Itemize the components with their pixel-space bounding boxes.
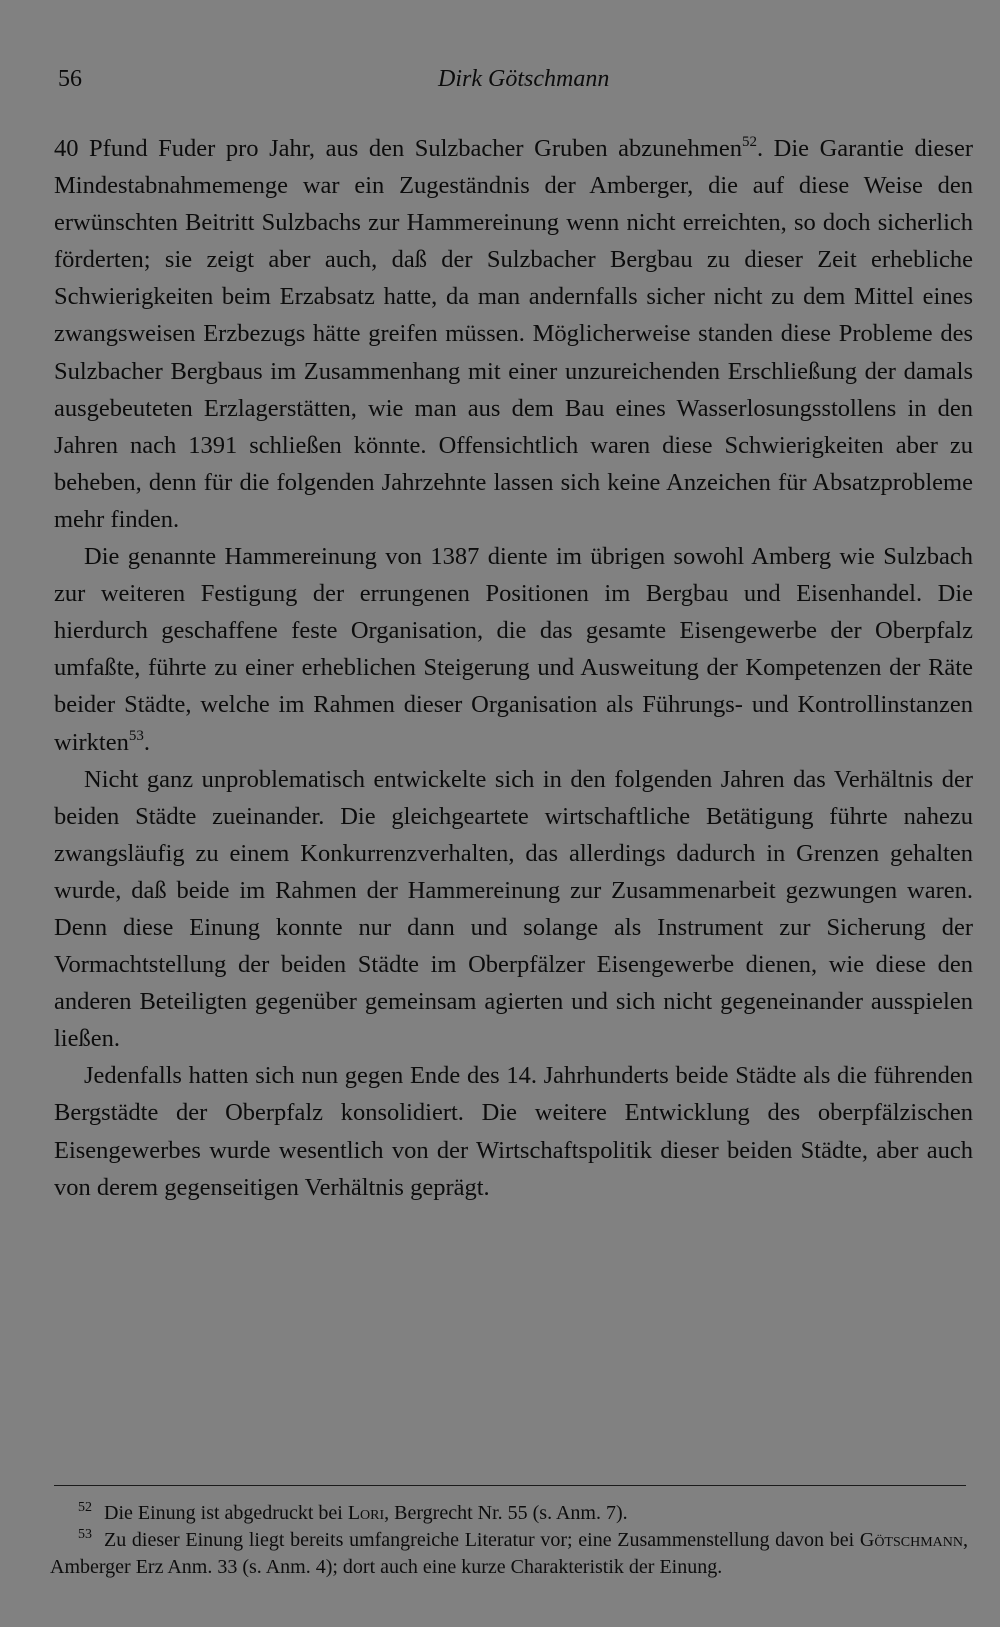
paragraph-2-end: . [143, 728, 150, 756]
paragraph-1-rest: . Die Garantie dieser Mindestabnahmemenge war ein Zugeständnis der Amberger, die auf diese Weise den erwünschten Beitritt Sulzbachs zur Hammereinung wenn nicht erreichten, so doch sicherlich förderten; sie zeigt aber auch, daß der Sulzbacher Bergbau zu dieser Zeit erhebliche Schwierigkeiten beim Erzabsatz hatte, da man andernfalls sicher nicht zu dem Mittel eines zwangsweisen Erzbezugs hätte greifen müssen. Möglicherweise standen diese Probleme des Sulzbacher Bergbaus im Zusammenhang mit einer unzureichenden Erschließung der damals ausgebeuteten Erzlagerstätten, wie man aus dem Bau eines Wasserlosungsstollens in den Jahren nach 1391 schließen könnte. Offensichtlich waren diese Schwierigkeiten aber zu beheben, denn für die folgenden Jahrzehnte lassen sich keine Anzeichen für Absatzprobleme mehr finden. [54, 135, 973, 533]
paragraph-2-text: Die genannte Hammereinung von 1387 diente im übrigen sowohl Amberg wie Sulzbach zur weiteren Festigung der errungenen Positionen im Bergbau und Eisenhandel. Die hierdurch geschaffene feste Organisation, die das gesamte Eisengewerbe der Oberpfalz umfaßte, führte zu einer erheblichen Steigerung und Ausweitung der Kompetenzen der Räte beider Städte, welche im Rahmen dieser Organisation als Führungs- und Kontrollinstanzen wirkten [54, 543, 973, 756]
footnote-author: Lori [347, 1502, 385, 1524]
footnote-number: 53 [78, 1527, 92, 1542]
footnote-author: Götschmann [859, 1529, 963, 1551]
footnote-number: 52 [78, 1500, 92, 1515]
page-number: 56 [58, 66, 82, 92]
paragraph-1 [54, 130, 973, 538]
footnote-52 [50, 1500, 968, 1527]
footnote-text: , Bergrecht Nr. 55 (s. Anm. 7). [384, 1502, 628, 1524]
paragraph-1-start: 40 Pfund Fuder pro Jahr, aus den Sulzbacher Gruben abzunehmen [54, 135, 742, 162]
footnote-ref-52: 52 [741, 134, 757, 150]
footnote-text: , Amberger Erz Anm. 33 (s. Anm. 4); dort auch eine kurze Charakteristik der Einung. [50, 1529, 968, 1578]
main-text [54, 130, 973, 1206]
running-head-author: Dirk Götschmann [438, 66, 610, 92]
footnote-divider [54, 1485, 966, 1486]
footnote-53 [50, 1527, 968, 1581]
paragraph-3: Nicht ganz unproblematisch entwickelte sich in den folgenden Jahren das Verhältnis der beiden Städte zueinander. Die gleichgeartete wirtschaftliche Betätigung führte nahezu zwangsläufig zu einem Konkurrenzverhalten, das allerdings dadurch in Grenzen gehalten wurde, daß beide im Rahmen der Hammereinung zur Zusammenarbeit gezwungen waren. Denn diese Einung konnte nur dann und solange als Instrument zur Sicherung der Vormachtstellung der beiden Städte im Oberpfälzer Eisengewerbe dienen, wie diese den anderen Beteiligten gegenüber gemeinsam agierten und sich nicht gegeneinander ausspielen ließen. [54, 765, 973, 1053]
footnotes [50, 1500, 968, 1581]
paragraph-4: Jedenfalls hatten sich nun gegen Ende des 14. Jahrhunderts beide Städte als die führenden Bergstädte der Oberpfalz konsolidiert. Die weitere Entwicklung des oberpfälzischen Eisengewerbes wurde wesentlich von der Wirtschaftspolitik dieser beiden Städte, aber auch von derem gegenseitigen Verhältnis geprägt. [54, 1062, 973, 1201]
footnote-text: Zu dieser Einung liegt bereits umfangreiche Literatur vor; eine Zusammenstellung davon bei [104, 1529, 860, 1551]
paragraph-2 [54, 538, 973, 761]
footnote-ref-53: 53 [128, 727, 144, 744]
footnote-text: Die Einung ist abgedruckt bei [104, 1502, 348, 1524]
